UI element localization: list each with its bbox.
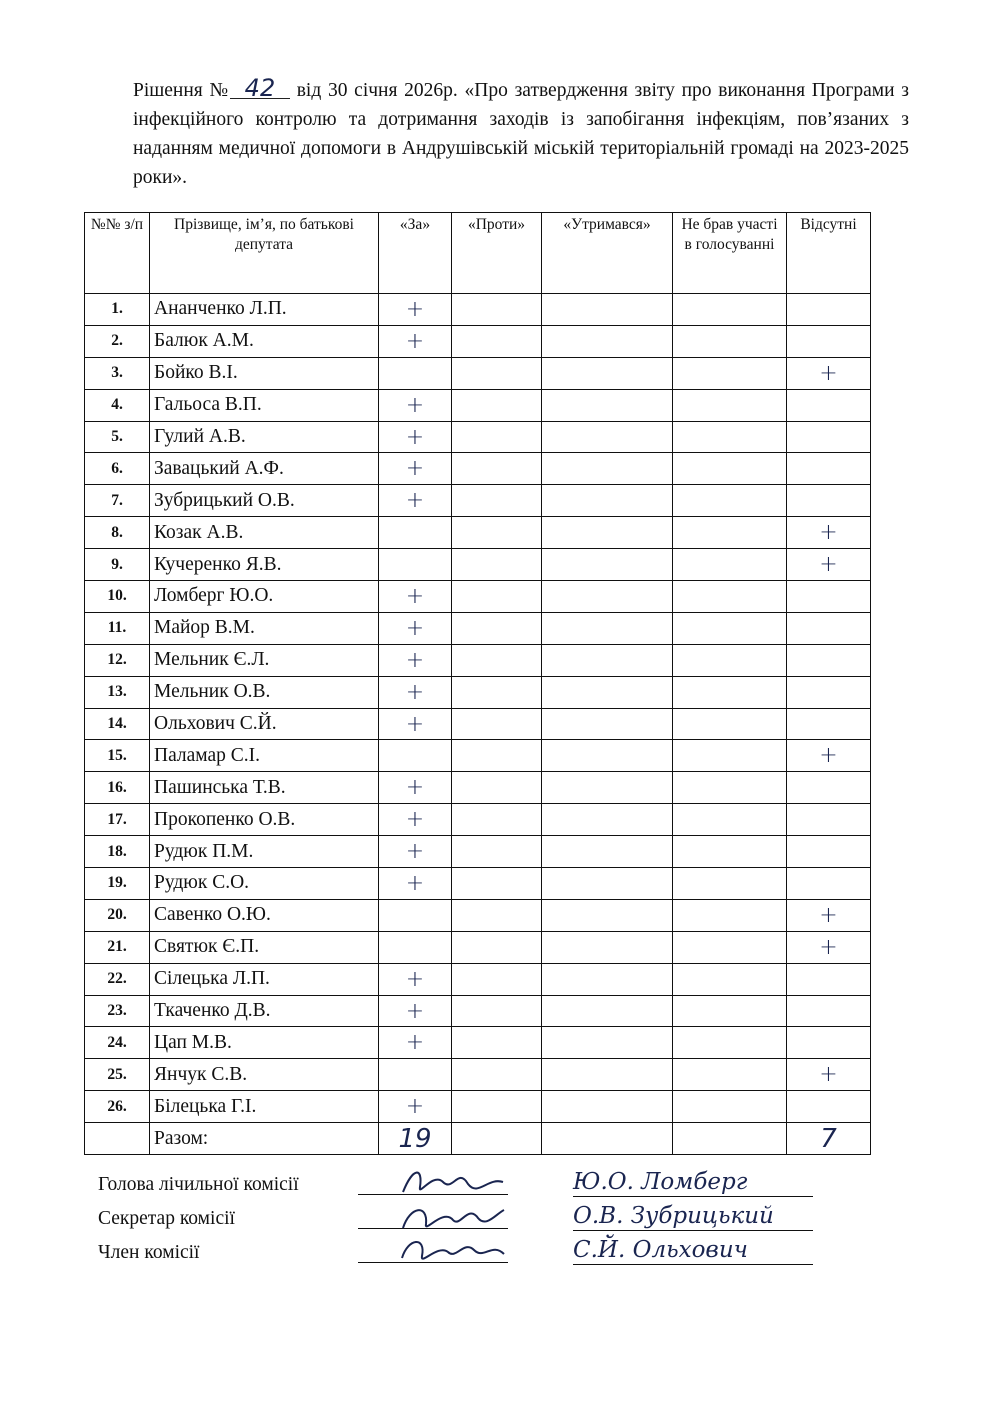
table-row [85,325,871,357]
not-voted-mark [673,325,787,357]
table-row [85,389,871,421]
table-row [85,772,871,804]
deputy-name: Савенко О.Ю. [150,899,379,931]
deputy-name: Ломберг Ю.О. [150,581,379,613]
table-row [85,868,871,900]
absent-mark [787,453,871,485]
not-voted-mark [673,836,787,868]
not-voted-mark [673,740,787,772]
deputy-name: Мельник Є.Л. [150,644,379,676]
not-voted-mark [673,676,787,708]
vote-abstained-mark [542,581,673,613]
vote-abstained-mark [542,995,673,1027]
vote-abstained-mark [542,1091,673,1123]
decision-heading [133,76,909,192]
deputy-name: Рудюк С.О. [150,868,379,900]
vote-abstained-mark [542,963,673,995]
not-voted-mark [673,708,787,740]
not-voted-mark [673,294,787,326]
row-number: 2. [85,325,150,357]
vote-abstained-mark [542,676,673,708]
not-voted-mark [673,644,787,676]
deputy-name: Рудюк П.М. [150,836,379,868]
not-voted-mark [673,581,787,613]
deputy-name: Козак А.В. [150,517,379,549]
deputy-name: Гальоса В.П. [150,389,379,421]
vote-against-mark [452,581,542,613]
table-body [85,294,871,1155]
absent-mark [787,1091,871,1123]
vote-for-mark: + [379,644,452,676]
vote-abstained-mark [542,772,673,804]
not-voted-mark [673,549,787,581]
table-row [85,612,871,644]
row-number: 18. [85,836,150,868]
vote-abstained-mark [542,612,673,644]
table-row [85,963,871,995]
vote-against-mark [452,836,542,868]
vote-against-mark [452,357,542,389]
vote-abstained-mark [542,836,673,868]
table-row [85,899,871,931]
absent-mark [787,868,871,900]
vote-against-mark [452,708,542,740]
absent-mark [787,1027,871,1059]
absent-mark: + [787,549,871,581]
vote-for-mark: + [379,1091,452,1123]
vote-for-mark: + [379,421,452,453]
vote-for-mark [379,1059,452,1091]
deputy-name: Бойко В.І. [150,357,379,389]
row-number: 16. [85,772,150,804]
vote-against-mark [452,676,542,708]
table-row [85,836,871,868]
row-number: 14. [85,708,150,740]
not-voted-mark [673,995,787,1027]
vote-abstained-mark [542,868,673,900]
deputy-name: Сілецька Л.П. [150,963,379,995]
row-number: 23. [85,995,150,1027]
vote-abstained-mark [542,931,673,963]
deputy-name: Зубрицький О.В. [150,485,379,517]
absent-mark [787,325,871,357]
vote-abstained-mark [542,804,673,836]
absent-mark: + [787,931,871,963]
absent-mark [787,389,871,421]
decision-number-handwritten: 42 [230,78,290,99]
table-row [85,708,871,740]
absent-mark [787,836,871,868]
absent-mark: + [787,1059,871,1091]
total-label: Разом: [150,1123,379,1155]
table-row [85,581,871,613]
absent-mark [787,421,871,453]
header-not-voted: Не брав участі в голосуванні [673,213,787,294]
deputy-name: Ткаченко Д.В. [150,995,379,1027]
not-voted-mark [673,1059,787,1091]
total-not-voted [673,1123,787,1155]
vote-abstained-mark [542,389,673,421]
deputy-name: Гулий А.В. [150,421,379,453]
vote-for-mark [379,549,452,581]
absent-mark [787,708,871,740]
vote-for-mark: + [379,294,452,326]
vote-against-mark [452,1059,542,1091]
not-voted-mark [673,1091,787,1123]
vote-for-mark [379,357,452,389]
vote-against-mark [452,517,542,549]
not-voted-mark [673,931,787,963]
absent-mark: + [787,740,871,772]
deputy-name: Прокопенко О.В. [150,804,379,836]
signature-name: С.Й. Ольхович [573,1236,813,1265]
table-row [85,676,871,708]
header-for: «За» [379,213,452,294]
total-row [85,1123,871,1155]
not-voted-mark [673,1027,787,1059]
not-voted-mark [673,868,787,900]
vote-abstained-mark [542,517,673,549]
table-row [85,421,871,453]
decision-title: від 30 січня 2026р. «Про затвердження звіту про виконання Програми з інфекційного контролю та дотримання заходів із запобігання інфекціям, пов’язаних з наданням медичної допомоги в Андрушівській міській територіальній громаді на 2023-2025 роки». [133,80,909,188]
vote-for-mark: + [379,485,452,517]
voting-table [84,212,871,1155]
table-row [85,804,871,836]
vote-abstained-mark [542,294,673,326]
header-against: «Проти» [452,213,542,294]
not-voted-mark [673,963,787,995]
decision-prefix: Рішення № [133,80,230,101]
table-row [85,1059,871,1091]
row-number: 4. [85,389,150,421]
row-number: 15. [85,740,150,772]
vote-abstained-mark [542,899,673,931]
table-row [85,644,871,676]
row-number: 3. [85,357,150,389]
vote-abstained-mark [542,644,673,676]
deputy-name: Ольхович С.Й. [150,708,379,740]
absent-mark [787,644,871,676]
signature-role: Член комісії [98,1242,200,1263]
vote-against-mark [452,740,542,772]
absent-mark: + [787,357,871,389]
row-number: 25. [85,1059,150,1091]
table-row [85,357,871,389]
handwritten-signature [398,1230,508,1270]
vote-for-mark: + [379,708,452,740]
vote-for-mark [379,899,452,931]
absent-mark [787,676,871,708]
deputy-name: Балюк А.М. [150,325,379,357]
row-number: 17. [85,804,150,836]
table-header-row [85,213,871,294]
vote-for-mark [379,931,452,963]
deputy-name: Пашинська Т.В. [150,772,379,804]
vote-for-mark: + [379,868,452,900]
vote-against-mark [452,421,542,453]
signature-row-member [98,1237,858,1274]
deputy-name: Ананченко Л.П. [150,294,379,326]
vote-abstained-mark [542,421,673,453]
vote-for-mark [379,517,452,549]
not-voted-mark [673,517,787,549]
row-number: 19. [85,868,150,900]
vote-abstained-mark [542,708,673,740]
vote-for-mark: + [379,836,452,868]
vote-against-mark [452,772,542,804]
row-number: 22. [85,963,150,995]
signature-name: О.В. Зубрицький [573,1202,813,1231]
header-name: Прізвище, ім’я, по батькові депутата [150,213,379,294]
not-voted-mark [673,453,787,485]
vote-for-mark: + [379,772,452,804]
table-row [85,485,871,517]
absent-mark: + [787,899,871,931]
deputy-name: Цап М.В. [150,1027,379,1059]
vote-against-mark [452,389,542,421]
not-voted-mark [673,772,787,804]
vote-against-mark [452,644,542,676]
vote-against-mark [452,899,542,931]
table-row [85,517,871,549]
table-row [85,453,871,485]
vote-for-mark: + [379,581,452,613]
absent-mark [787,963,871,995]
vote-abstained-mark [542,357,673,389]
vote-against-mark [452,995,542,1027]
row-number: 24. [85,1027,150,1059]
row-number: 6. [85,453,150,485]
vote-against-mark [452,868,542,900]
absent-mark [787,772,871,804]
row-number: 26. [85,1091,150,1123]
header-number: №№ з/п [85,213,150,294]
deputy-name: Мельник О.В. [150,676,379,708]
row-number: 7. [85,485,150,517]
not-voted-mark [673,421,787,453]
row-number: 1. [85,294,150,326]
absent-mark [787,804,871,836]
vote-for-mark [379,740,452,772]
not-voted-mark [673,612,787,644]
vote-against-mark [452,1091,542,1123]
not-voted-mark [673,485,787,517]
header-absent: Відсутні [787,213,871,294]
total-empty [85,1123,150,1155]
vote-against-mark [452,931,542,963]
absent-mark [787,995,871,1027]
absent-mark [787,294,871,326]
vote-against-mark [452,612,542,644]
vote-against-mark [452,485,542,517]
deputy-name: Майор В.М. [150,612,379,644]
absent-mark [787,581,871,613]
not-voted-mark [673,899,787,931]
row-number: 21. [85,931,150,963]
vote-for-mark: + [379,804,452,836]
absent-mark [787,612,871,644]
deputy-name: Білецька Г.І. [150,1091,379,1123]
row-number: 11. [85,612,150,644]
total-for: 19 [379,1123,452,1155]
total-abstained [542,1123,673,1155]
table-row [85,1027,871,1059]
not-voted-mark [673,357,787,389]
vote-abstained-mark [542,1059,673,1091]
vote-for-mark: + [379,389,452,421]
vote-abstained-mark [542,1027,673,1059]
header-abstained: «Утримався» [542,213,673,294]
vote-abstained-mark [542,325,673,357]
deputy-name: Янчук С.В. [150,1059,379,1091]
signature-role: Секретар комісії [98,1208,235,1229]
table-row [85,740,871,772]
vote-against-mark [452,963,542,995]
signature-role: Голова лічильної комісії [98,1174,299,1195]
table-row [85,1091,871,1123]
row-number: 5. [85,421,150,453]
vote-against-mark [452,453,542,485]
deputy-name: Паламар С.І. [150,740,379,772]
vote-for-mark: + [379,1027,452,1059]
vote-for-mark: + [379,963,452,995]
vote-against-mark [452,804,542,836]
vote-for-mark: + [379,676,452,708]
table-row [85,995,871,1027]
vote-abstained-mark [542,549,673,581]
signature-block [98,1169,858,1274]
vote-for-mark: + [379,325,452,357]
not-voted-mark [673,389,787,421]
vote-for-mark: + [379,453,452,485]
table-row [85,549,871,581]
vote-abstained-mark [542,740,673,772]
vote-against-mark [452,549,542,581]
vote-abstained-mark [542,453,673,485]
row-number: 9. [85,549,150,581]
vote-abstained-mark [542,485,673,517]
total-against [452,1123,542,1155]
row-number: 10. [85,581,150,613]
absent-mark: + [787,517,871,549]
row-number: 8. [85,517,150,549]
vote-against-mark [452,325,542,357]
absent-mark [787,485,871,517]
row-number: 20. [85,899,150,931]
deputy-name: Завацький А.Ф. [150,453,379,485]
deputy-name: Святюк Є.П. [150,931,379,963]
vote-for-mark: + [379,612,452,644]
row-number: 13. [85,676,150,708]
deputy-name: Кучеренко Я.В. [150,549,379,581]
not-voted-mark [673,804,787,836]
row-number: 12. [85,644,150,676]
vote-against-mark [452,1027,542,1059]
total-absent: 7 [787,1123,871,1155]
table-row [85,931,871,963]
vote-against-mark [452,294,542,326]
table-row [85,294,871,326]
vote-for-mark: + [379,995,452,1027]
signature-name: Ю.О. Ломберг [573,1168,813,1197]
